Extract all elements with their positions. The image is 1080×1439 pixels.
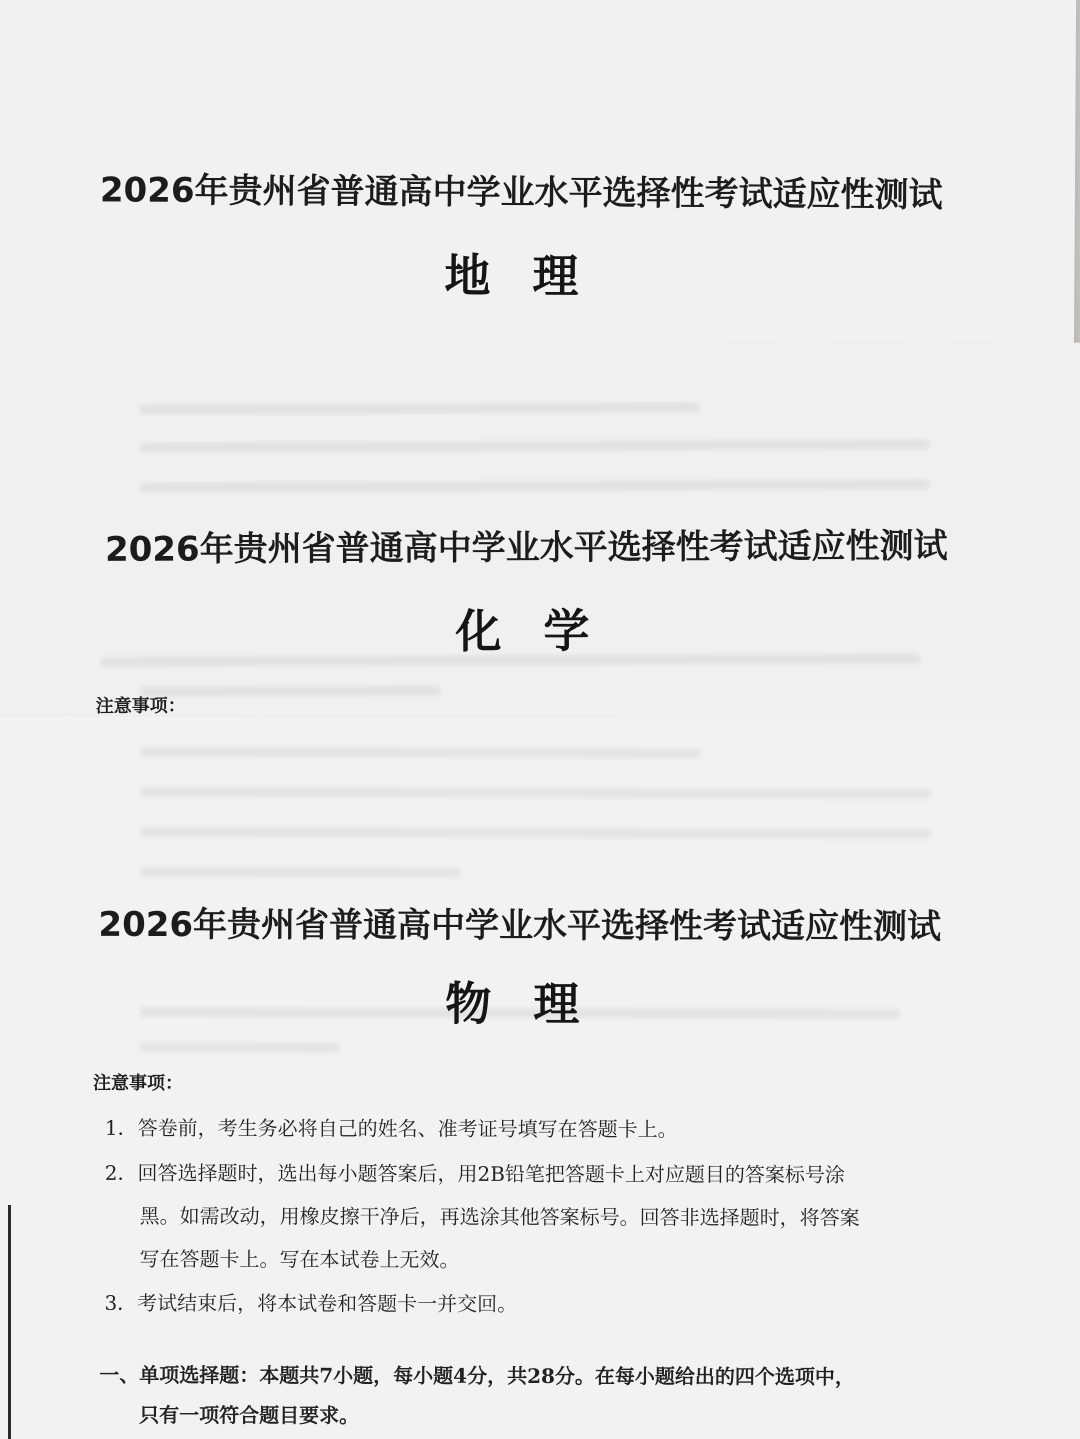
exam-sheet-chemistry	[0, 343, 1080, 748]
bleed-through-line	[141, 867, 461, 878]
notice-item-2-cont: 黑。如需改动，用橡皮擦干净后，再选涂其他答案标号。回答非选择题时，将答案	[139, 1203, 860, 1230]
bleed-through-line	[141, 747, 701, 758]
notice-item-3: 3．考试结束后，将本试卷和答题卡一并交回。	[104, 1290, 518, 1316]
notice-heading: 注意事项：	[95, 695, 186, 717]
notice-heading: 注意事项：	[93, 1072, 184, 1095]
subject-title: 化学	[455, 603, 632, 659]
bleed-through-line	[139, 402, 699, 414]
section-heading: 一、单项选择题：本题共7小题，每小题4分，共28分。在每小题给出的四个选项中，	[99, 1362, 855, 1389]
section-heading-cont: 只有一项符合题目要求。	[139, 1402, 360, 1428]
notice-item-2: 2．回答选择题时，选出每小题答案后，用2B铅笔把答题卡上对应题目的答案标号涂	[104, 1160, 845, 1187]
bleed-through-line	[140, 479, 930, 492]
exam-title: 2026年贵州省普通高中学业水平选择性考试适应性测试	[99, 170, 943, 216]
subject-title: 地理	[444, 248, 621, 304]
exam-sheet-geography	[0, 0, 1076, 393]
notice-item-1: 1．答卷前，考生务必将自己的姓名、准考证号填写在答题卡上。	[104, 1115, 678, 1142]
exam-sheet-physics	[0, 717, 1080, 1439]
exam-title: 2026年贵州省普通高中学业水平选择性考试适应性测试	[98, 904, 942, 948]
notice-item-2-cont: 写在答题卡上。写在本试卷上无效。	[139, 1246, 460, 1272]
bleed-through-line	[141, 827, 931, 839]
bleed-through-line	[140, 439, 930, 452]
bleed-through-line	[140, 1042, 340, 1053]
subject-title: 物理	[445, 976, 622, 1032]
exam-title: 2026年贵州省普通高中学业水平选择性考试适应性测试	[104, 526, 948, 570]
binder-edge	[8, 1205, 11, 1439]
bleed-through-line	[141, 787, 931, 799]
